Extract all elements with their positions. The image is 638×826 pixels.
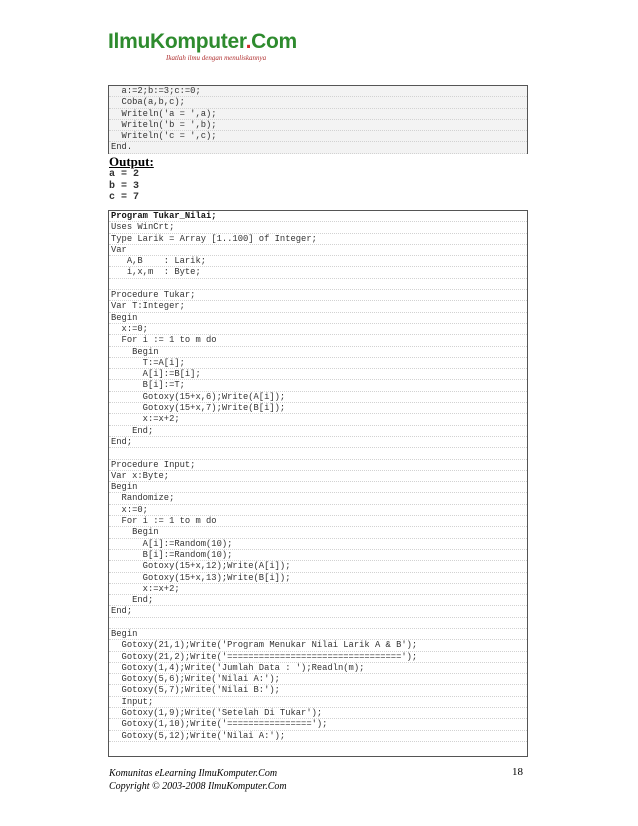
code-line: Type Larik = Array [1..100] of Integer;	[109, 234, 527, 245]
code-line: Begin	[109, 313, 527, 324]
code-line: Coba(a,b,c);	[109, 97, 527, 108]
code-line: Program Tukar_Nilai;	[109, 211, 527, 222]
code-line: End;	[109, 595, 527, 606]
code-block-1	[108, 85, 528, 154]
code-line: Gotoxy(5,7);Write('Nilai B:');	[109, 685, 527, 696]
code-line: x:=x+2;	[109, 584, 527, 595]
code-line: End.	[109, 142, 527, 153]
code-line: Procedure Input;	[109, 460, 527, 471]
code-line: A[i]:=Random(10);	[109, 539, 527, 550]
code-line: Input;	[109, 697, 527, 708]
code-line: a:=2;b:=3;c:=0;	[109, 86, 527, 97]
code-line: Gotoxy(15+x,12);Write(A[i]);	[109, 561, 527, 572]
page-number: 18	[512, 766, 523, 778]
logo-dot: .	[245, 30, 252, 53]
code-line: Gotoxy(21,1);Write('Program Menukar Nilai Larik A & B');	[109, 640, 527, 651]
logo-suffix: Com	[251, 30, 297, 53]
code-line: A[i]:=B[i];	[109, 369, 527, 380]
code-line	[109, 618, 527, 629]
code-line: Writeln('b = ',b);	[109, 120, 527, 131]
output-line: c = 7	[109, 192, 140, 203]
code-line: For i := 1 to m do	[109, 516, 527, 527]
code-line: End;	[109, 437, 527, 448]
code-line: x:=x+2;	[109, 414, 527, 425]
code-line: For i := 1 to m do	[109, 335, 527, 346]
code-line: Begin	[109, 629, 527, 640]
logo-text: IlmuKomputer	[108, 30, 246, 53]
footer-community: Komunitas eLearning IlmuKomputer.Com	[109, 768, 278, 779]
code-line: Var	[109, 245, 527, 256]
code-line: Gotoxy(1,9);Write('Setelah Di Tukar');	[109, 708, 527, 719]
code-line: B[i]:=Random(10);	[109, 550, 527, 561]
logo-tagline: Ikatlah ilmu dengan menuliskannya	[166, 54, 267, 62]
code-line: Procedure Tukar;	[109, 290, 527, 301]
code-line: Gotoxy(15+x,6);Write(A[i]);	[109, 392, 527, 403]
code-line: Writeln('c = ',c);	[109, 131, 527, 142]
code-line: x:=0;	[109, 505, 527, 516]
logo-wordmark	[108, 30, 297, 54]
code-block-2	[108, 210, 528, 757]
code-line: A,B : Larik;	[109, 256, 527, 267]
code-line: Gotoxy(21,2);Write('=================================');	[109, 652, 527, 663]
code-line: End;	[109, 606, 527, 617]
footer	[109, 767, 287, 793]
site-logo	[108, 30, 308, 74]
code-line: Begin	[109, 482, 527, 493]
code-line: B[i]:=T;	[109, 380, 527, 391]
output-lines	[109, 169, 139, 204]
code-line: Gotoxy(15+x,13);Write(B[i]);	[109, 573, 527, 584]
code-line: Randomize;	[109, 493, 527, 504]
code-line: Begin	[109, 347, 527, 358]
code-line: Gotoxy(1,4);Write('Jumlah Data : ');Readln(m);	[109, 663, 527, 674]
code-line: Begin	[109, 527, 527, 538]
output-line: a = 2	[109, 169, 140, 180]
output-heading: Output:	[109, 154, 154, 169]
code-line: End;	[109, 426, 527, 437]
code-line: Gotoxy(1,10);Write('================');	[109, 719, 527, 730]
code-line: Gotoxy(15+x,7);Write(B[i]);	[109, 403, 527, 414]
code-line	[109, 448, 527, 459]
code-line: T:=A[i];	[109, 358, 527, 369]
code-line	[109, 279, 527, 290]
code-line: Uses WinCrt;	[109, 222, 527, 233]
code-line: Gotoxy(5,12);Write('Nilai A:');	[109, 731, 527, 742]
code-line: x:=0;	[109, 324, 527, 335]
output-line: b = 3	[109, 180, 140, 192]
code-line: Var x:Byte;	[109, 471, 527, 482]
code-line: Writeln('a = ',a);	[109, 109, 527, 120]
code-line: i,x,m : Byte;	[109, 267, 527, 278]
code-line: Gotoxy(5,6);Write('Nilai A:');	[109, 674, 527, 685]
code-line: Var T:Integer;	[109, 301, 527, 312]
footer-copyright: Copyright © 2003-2008 IlmuKomputer.Com	[109, 781, 287, 792]
